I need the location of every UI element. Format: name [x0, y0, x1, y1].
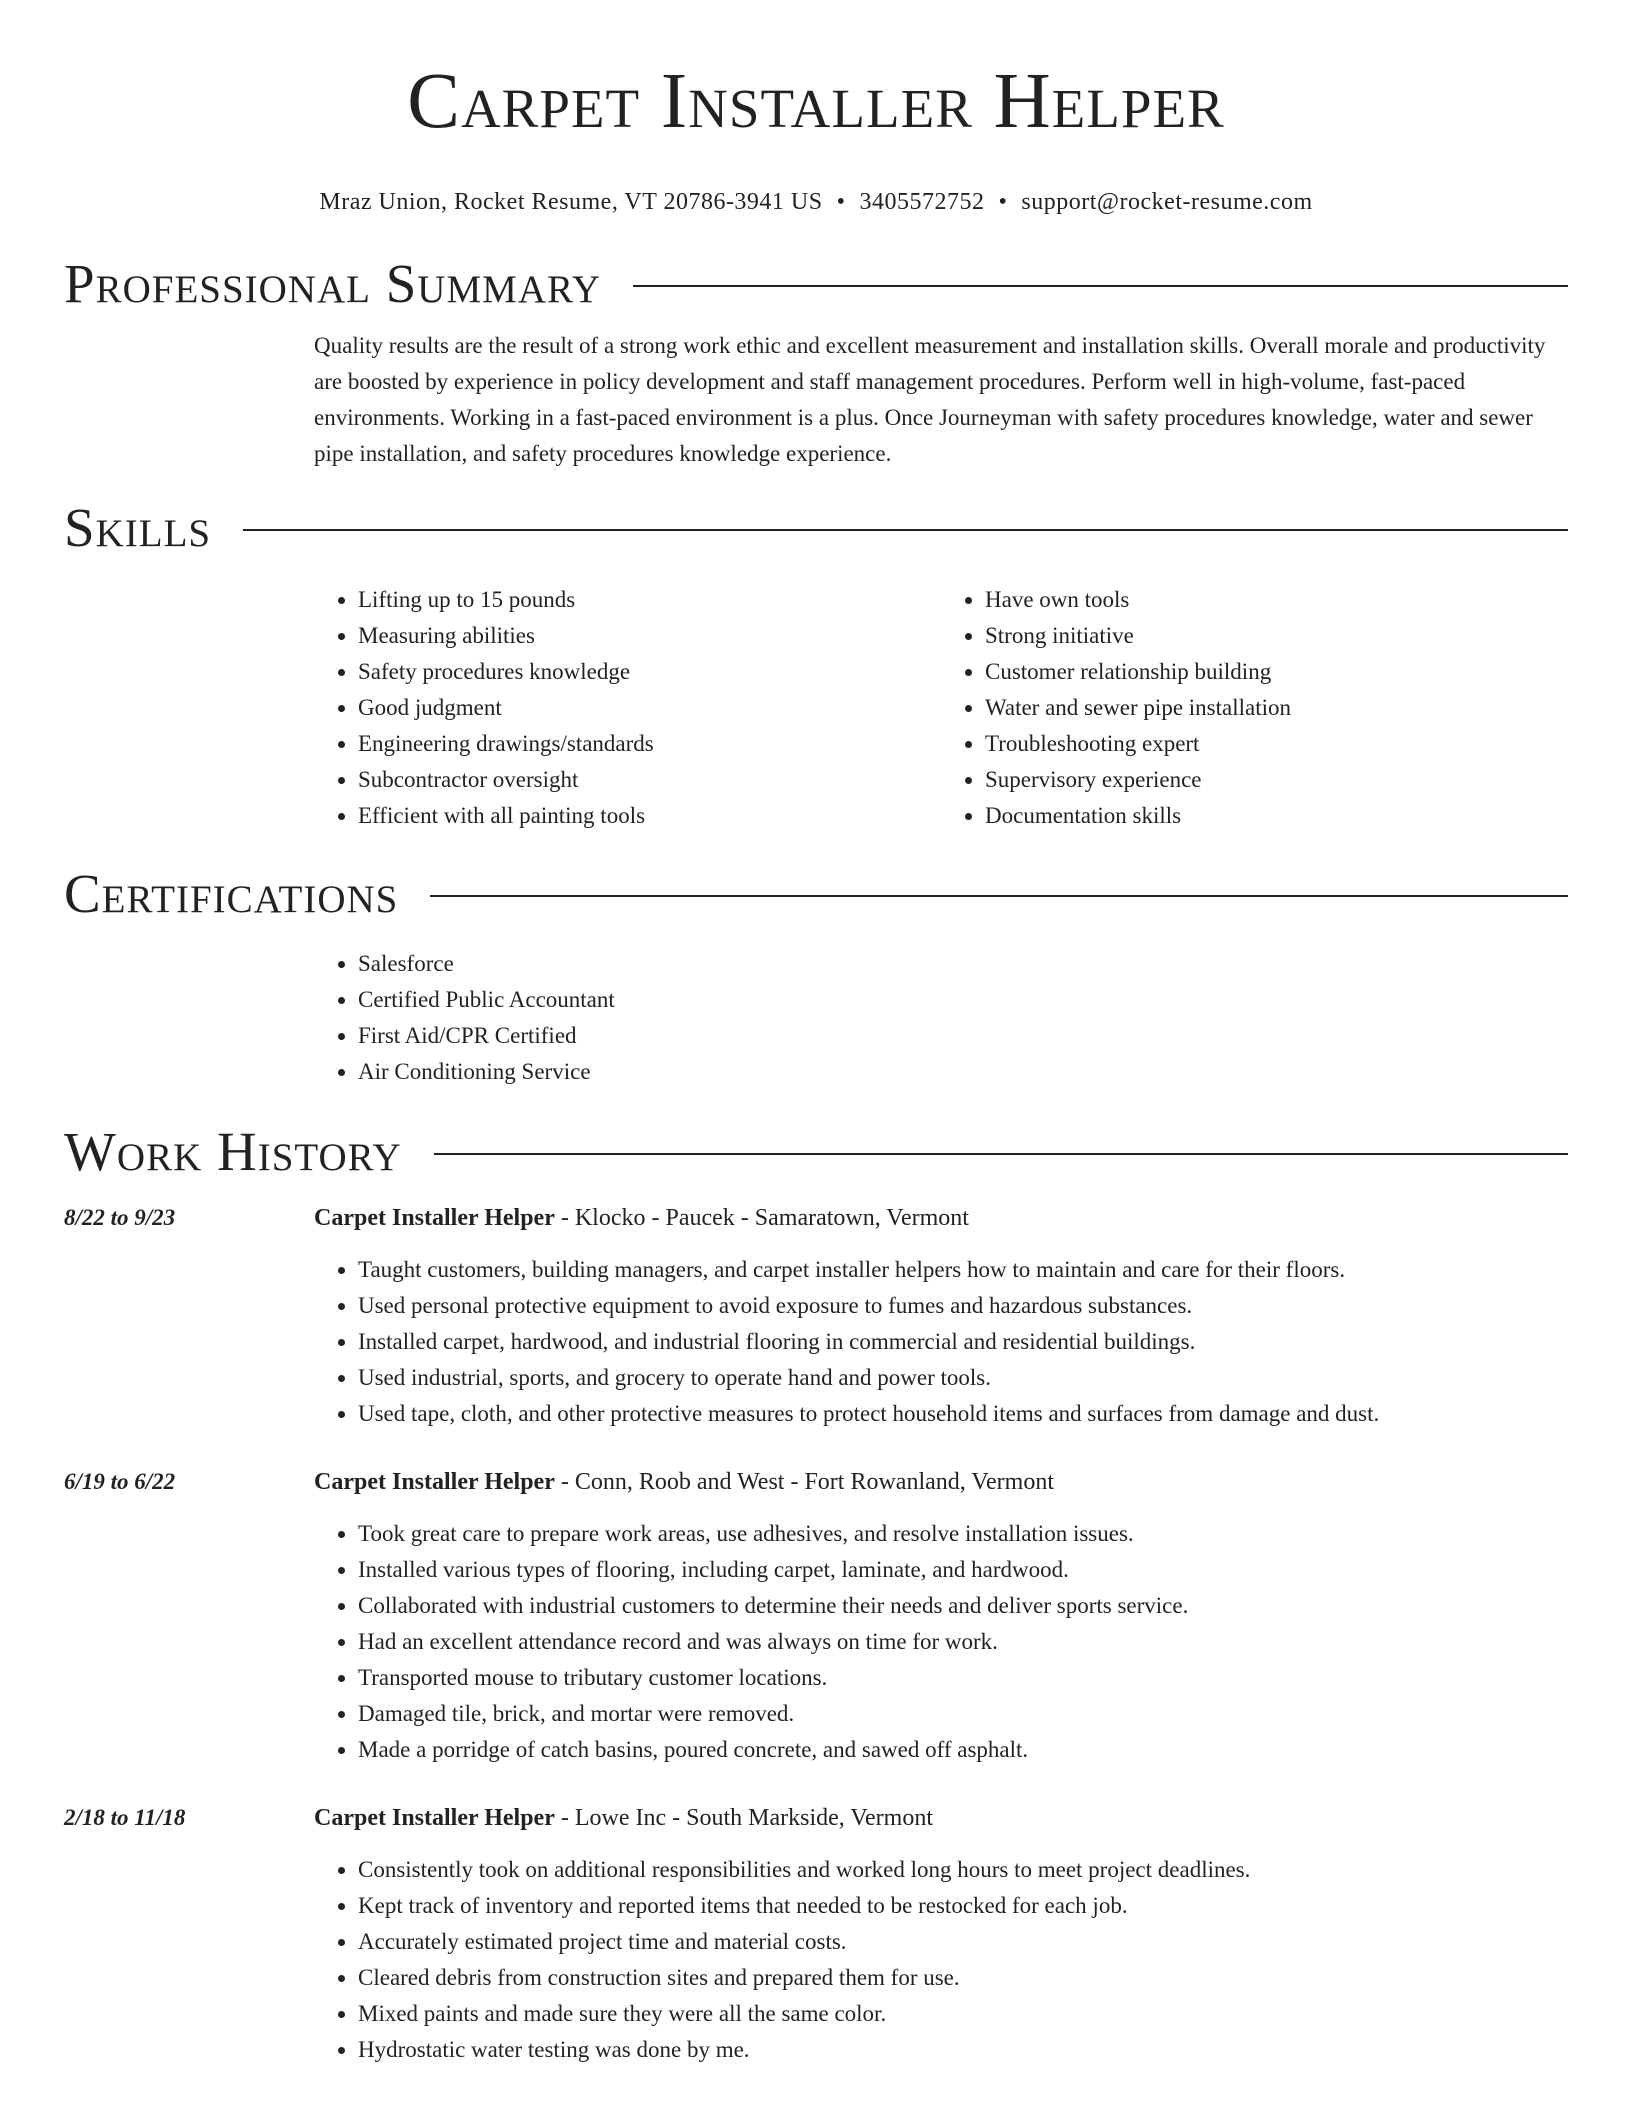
job-details — [314, 1800, 1568, 2068]
job-entry — [64, 1800, 1568, 2068]
job-bullet: • Cleared debris from construction sites and prepared them for use. — [358, 1960, 1568, 1996]
job-details — [314, 1200, 1568, 1432]
job-employer: - Conn, Roob and West - Fort Rowanland, Vermont — [554, 1469, 1054, 1495]
resume-page — [64, 0, 1568, 2068]
certifications-list — [314, 946, 1568, 1090]
work-history-section — [64, 1120, 1568, 2068]
certification-item: • First Aid/CPR Certified — [358, 1018, 1568, 1054]
skill-item: • Water and sewer pipe installation — [985, 690, 1568, 726]
job-bullets — [314, 1516, 1568, 1768]
work-history-heading-row — [64, 1120, 1568, 1184]
job-bullet: • Accurately estimated project time and material costs. — [358, 1924, 1568, 1960]
skill-item: • Engineering drawings/standards — [358, 726, 941, 762]
job-entry — [64, 1464, 1568, 1768]
summary-heading: Professional Summary — [64, 253, 602, 314]
skill-item: • Documentation skills — [985, 798, 1568, 834]
contact-separator: • — [836, 189, 846, 215]
skill-item: • Troubleshooting expert — [985, 726, 1568, 762]
certification-item: • Salesforce — [358, 946, 1568, 982]
skill-item: • Strong initiative — [985, 618, 1568, 654]
contact-address: Mraz Union, Rocket Resume, VT 20786-3941 US — [319, 189, 823, 215]
certification-item: • Certified Public Accountant — [358, 982, 1568, 1018]
job-bullet: • Damaged tile, brick, and mortar were removed. — [358, 1696, 1568, 1732]
certifications-heading-row — [64, 862, 1568, 926]
summary-text: Quality results are the result of a strong work ethic and excellent measurement and installation skills. Overall morale and productivity are boosted by experience in policy development and staff management procedures. Perform well in high-volume, fast-paced environments. Working in a fast-paced environment is a plus. Once Journeyman with safety procedures knowledge, water and sewer pipe installation, and safety procedures knowledge experience. — [314, 333, 1546, 466]
work-history-heading: Work History — [64, 1121, 402, 1182]
job-bullet: • Taught customers, building managers, and carpet installer helpers how to maintain and care for their floors. — [358, 1252, 1568, 1288]
job-title-line — [314, 1800, 1568, 1836]
contact-separator: • — [998, 189, 1008, 215]
section-divider — [633, 285, 1568, 287]
job-title: Carpet Installer Helper — [314, 1469, 555, 1495]
job-bullets — [314, 1252, 1568, 1432]
job-bullet: • Used industrial, sports, and grocery to operate hand and power tools. — [358, 1360, 1568, 1396]
job-title-line — [314, 1200, 1568, 1236]
job-bullet: • Had an excellent attendance record and was always on time for work. — [358, 1624, 1568, 1660]
job-title: Carpet Installer Helper — [314, 1205, 555, 1231]
section-divider — [434, 1153, 1568, 1155]
skill-item: • Lifting up to 15 pounds — [358, 582, 941, 618]
skill-item: • Customer relationship building — [985, 654, 1568, 690]
job-title: Carpet Installer Helper — [314, 1805, 555, 1831]
skill-item: • Efficient with all painting tools — [358, 798, 941, 834]
job-bullet: • Kept track of inventory and reported items that needed to be restocked for each job. — [358, 1888, 1568, 1924]
job-dates: 2/18 to 11/18 — [64, 1805, 186, 1830]
job-bullets — [314, 1852, 1568, 2068]
skills-heading-row — [64, 496, 1568, 560]
job-details — [314, 1464, 1568, 1768]
summary-section — [64, 252, 1568, 472]
certifications-body — [314, 946, 1568, 1090]
job-bullet: • Used personal protective equipment to avoid exposure to fumes and hazardous substances. — [358, 1288, 1568, 1324]
skill-item: • Supervisory experience — [985, 762, 1568, 798]
contact-email: support@rocket-resume.com — [1021, 189, 1313, 215]
candidate-name: Carpet Installer Helper — [407, 58, 1225, 145]
job-dates: 8/22 to 9/23 — [64, 1205, 176, 1230]
skill-item: • Measuring abilities — [358, 618, 941, 654]
job-dates: 6/19 to 6/22 — [64, 1469, 176, 1494]
skill-item: • Have own tools — [985, 582, 1568, 618]
contact-phone: 3405572752 — [859, 189, 985, 215]
job-title-line — [314, 1464, 1568, 1500]
skill-item: • Good judgment — [358, 690, 941, 726]
skills-list-left — [314, 582, 941, 834]
skills-grid — [314, 582, 1568, 834]
skills-list-right — [941, 582, 1568, 834]
job-employer: - Klocko - Paucek - Samaratown, Vermont — [554, 1205, 969, 1231]
job-bullet: • Hydrostatic water testing was done by me. — [358, 2032, 1568, 2068]
job-bullet: • Took great care to prepare work areas, use adhesives, and resolve installation issues. — [358, 1516, 1568, 1552]
job-bullet: • Made a porridge of catch basins, poured concrete, and sawed off asphalt. — [358, 1732, 1568, 1768]
job-entry — [64, 1200, 1568, 1432]
job-bullet: • Installed carpet, hardwood, and industrial flooring in commercial and residential buildings. — [358, 1324, 1568, 1360]
section-divider — [243, 529, 1568, 531]
skill-item: • Safety procedures knowledge — [358, 654, 941, 690]
contact-line — [64, 186, 1568, 218]
job-bullet: • Installed various types of flooring, including carpet, laminate, and hardwood. — [358, 1552, 1568, 1588]
skills-section — [64, 496, 1568, 834]
job-bullet: • Consistently took on additional responsibilities and worked long hours to meet project deadlines. — [358, 1852, 1568, 1888]
job-bullet: • Collaborated with industrial customers to determine their needs and deliver sports service. — [358, 1588, 1568, 1624]
certification-item: • Air Conditioning Service — [358, 1054, 1568, 1090]
job-bullet: • Transported mouse to tributary customer locations. — [358, 1660, 1568, 1696]
summary-body — [314, 328, 1568, 472]
job-bullet: • Used tape, cloth, and other protective measures to protect household items and surfaces from damage and dust. — [358, 1396, 1568, 1432]
job-employer: - Lowe Inc - South Markside, Vermont — [554, 1805, 933, 1831]
certifications-section — [64, 862, 1568, 1090]
certifications-heading: Certifications — [64, 863, 399, 924]
job-bullet: • Mixed paints and made sure they were all the same color. — [358, 1996, 1568, 2032]
summary-heading-row — [64, 252, 1568, 316]
skill-item: • Subcontractor oversight — [358, 762, 941, 798]
skills-heading: Skills — [64, 497, 212, 558]
section-divider — [430, 895, 1568, 897]
